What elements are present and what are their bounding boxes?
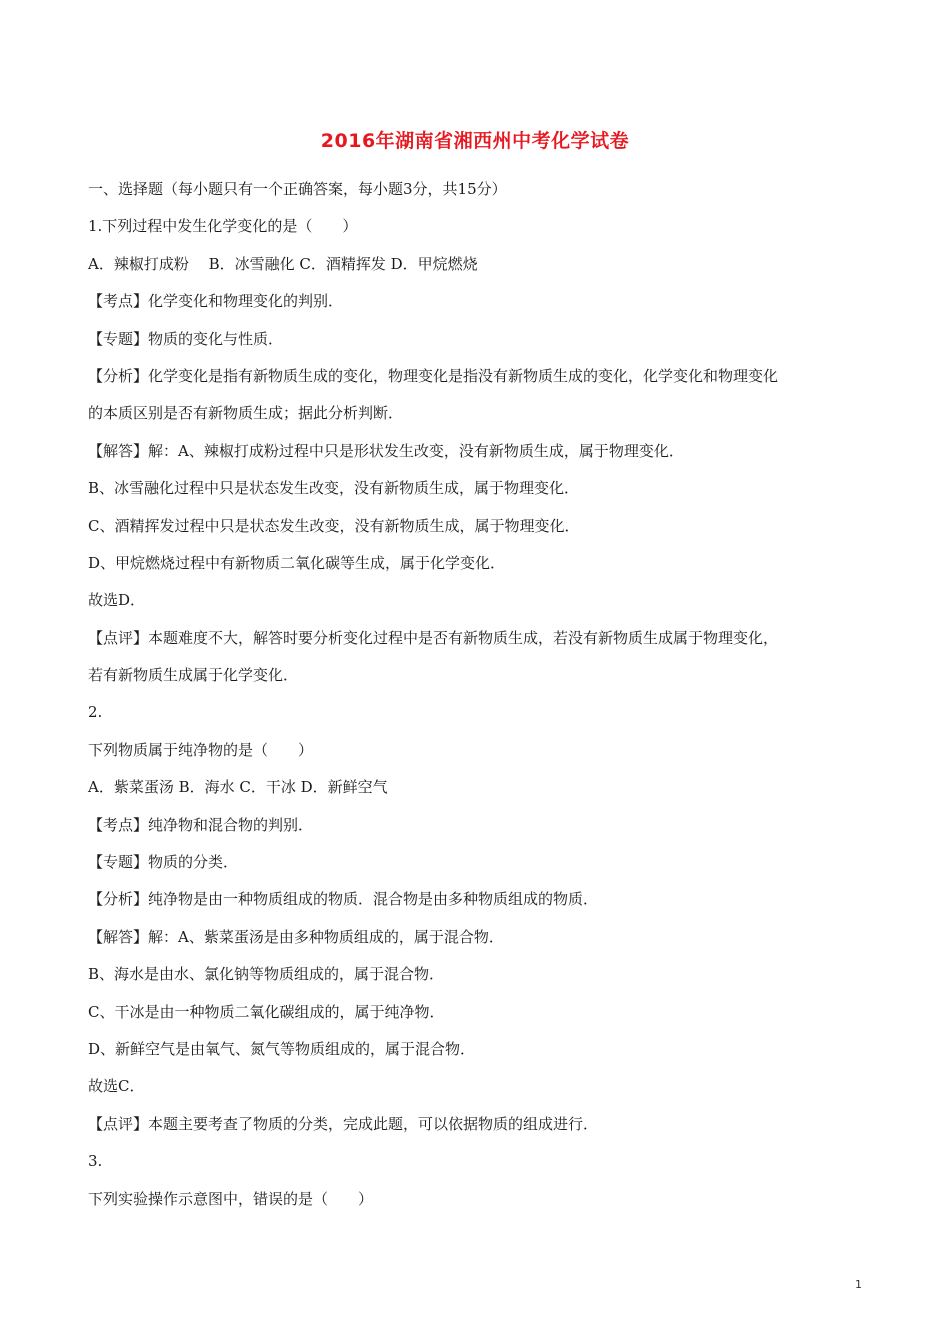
question-1-jieda-a: 【解答】解：A、辣椒打成粉过程中只是形状发生改变，没有新物质生成，属于物理变化． (88, 441, 684, 460)
question-2-kaodian: 【考点】纯净物和混合物的判别． (88, 815, 314, 834)
question-1-fenxi-line1: 【分析】化学变化是指有新物质生成的变化，物理变化是指没有新物质生成的变化，化学变化和物理变化 (88, 366, 779, 385)
question-1-jieda-d: D、甲烷燃烧过程中有新物质二氧化碳等生成，属于化学变化． (88, 553, 506, 572)
question-1-answer: 故选D． (88, 591, 146, 610)
question-2-stem: 下列物质属于纯净物的是（ ） (88, 740, 314, 759)
question-3-stem: 下列实验操作示意图中，错误的是（ ） (88, 1189, 374, 1208)
question-1-jieda-c: C、酒精挥发过程中只是状态发生改变，没有新物质生成，属于物理变化． (88, 516, 580, 535)
question-2-fenxi: 【分析】纯净物是由一种物质组成的物质．混合物是由多种物质组成的物质． (88, 890, 599, 909)
question-3-number: 3. (88, 1152, 103, 1171)
question-1-stem: 1.下列过程中发生化学变化的是（ ） (88, 217, 358, 236)
question-1-options: A．辣椒打成粉 B．冰雪融化 C．酒精挥发 D．甲烷燃烧 (88, 254, 478, 273)
section-heading: 一、选择题（每小题只有一个正确答案，每小题3分，共15分） (88, 180, 507, 198)
document-body (88, 171, 863, 1218)
question-2-dianping: 【点评】本题主要考查了物质的分类，完成此题，可以依据物质的组成进行． (88, 1114, 599, 1133)
question-2-jieda-d: D、新鲜空气是由氧气、氮气等物质组成的，属于混合物． (88, 1039, 476, 1058)
question-1-kaodian: 【考点】化学变化和物理变化的判别． (88, 292, 344, 311)
question-1-dianping-line2: 若有新物质生成属于化学变化． (88, 666, 299, 685)
question-2-jieda-b: B、海水是由水、氯化钠等物质组成的，属于混合物． (88, 965, 445, 984)
question-1-fenxi-line2: 的本质区别是否有新物质生成；据此分析判断． (88, 404, 404, 423)
question-2-number: 2. (88, 703, 103, 722)
question-2-zhuanti: 【专题】物质的分类． (88, 853, 239, 872)
question-2-jieda-a: 【解答】解：A、紫菜蛋汤是由多种物质组成的，属于混合物． (88, 927, 504, 946)
question-2-jieda-c: C、干冰是由一种物质二氧化碳组成的，属于纯净物． (88, 1002, 445, 1021)
question-1-jieda-b: B、冰雪融化过程中只是状态发生改变，没有新物质生成，属于物理变化． (88, 479, 580, 498)
question-2-answer: 故选C． (88, 1077, 145, 1096)
document-title: 2016年湖南省湘西州中考化学试卷 (320, 130, 630, 152)
page-number: 1 (855, 1278, 862, 1291)
question-1-dianping-line1: 【点评】本题难度不大，解答时要分析变化过程中是否有新物质生成，若没有新物质生成属于物理变化， (88, 628, 779, 647)
question-1-zhuanti: 【专题】物质的变化与性质． (88, 329, 284, 348)
question-2-options: A．紫菜蛋汤 B．海水 C．干冰 D．新鲜空气 (88, 778, 388, 797)
